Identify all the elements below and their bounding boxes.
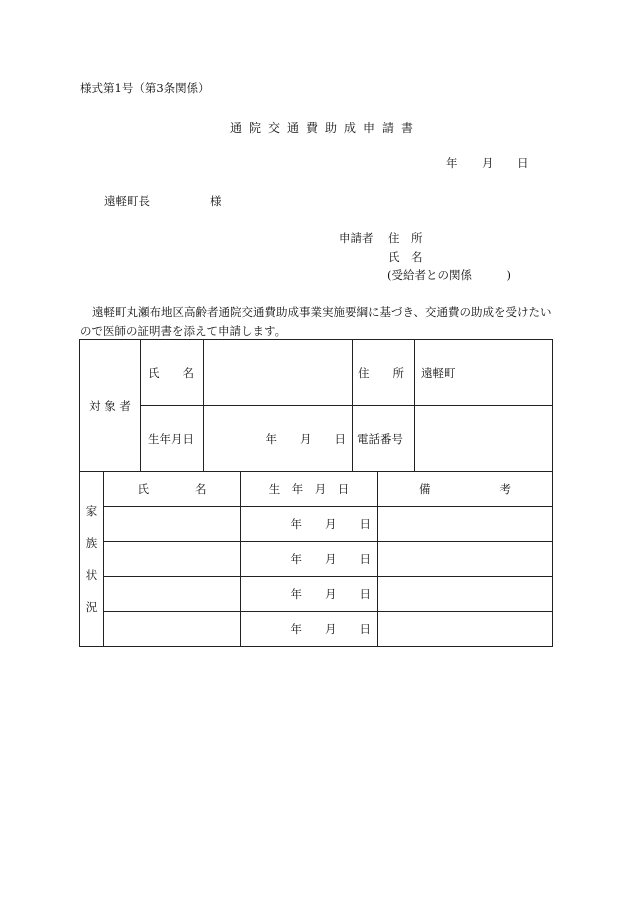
applicant-address-label: 住 所 bbox=[388, 231, 423, 245]
form-title: 通院交通費助成申請書 bbox=[230, 121, 421, 135]
applicant-name-label: 氏 名 bbox=[388, 250, 423, 264]
family-birth-field[interactable]: 年 月 日 bbox=[241, 542, 378, 577]
applicant-relation-label: (受給者との関係 ) bbox=[387, 268, 511, 282]
applicant-label: 申請者 bbox=[339, 231, 374, 245]
subject-name-label: 氏 名 bbox=[141, 340, 204, 406]
family-note-field[interactable] bbox=[378, 612, 553, 647]
family-label-char: 族 bbox=[85, 536, 98, 550]
subject-phone-label: 電話番号 bbox=[353, 406, 415, 472]
family-header-note: 備 考 bbox=[378, 472, 553, 507]
family-row bbox=[80, 577, 553, 612]
family-label-char: 家 bbox=[85, 504, 98, 518]
family-row bbox=[80, 612, 553, 647]
family-row bbox=[80, 542, 553, 577]
family-header-name: 氏 名 bbox=[104, 472, 241, 507]
family-name-field[interactable] bbox=[104, 612, 241, 647]
family-birth-field[interactable]: 年 月 日 bbox=[241, 577, 378, 612]
subject-phone-field[interactable] bbox=[415, 406, 553, 472]
addressee-name: 遠軽町長 bbox=[104, 194, 150, 208]
date-day: 日 bbox=[517, 156, 529, 170]
family-table bbox=[79, 471, 553, 647]
family-name-field[interactable] bbox=[104, 542, 241, 577]
family-birth-field[interactable]: 年 月 日 bbox=[241, 612, 378, 647]
family-note-field[interactable] bbox=[378, 542, 553, 577]
subject-address-label: 住 所 bbox=[353, 340, 415, 406]
subject-birth-field[interactable]: 年 月 日 bbox=[204, 406, 353, 472]
family-note-field[interactable] bbox=[378, 507, 553, 542]
intro-paragraph: 遠軽町丸瀬布地区高齢者通院交通費助成事業実施要綱に基づき、交通費の助成を受けたいので医師の証明書を添えて申請します。 bbox=[80, 305, 552, 338]
form-number: 様式第1号（第3条関係） bbox=[80, 81, 210, 95]
family-label-char: 況 bbox=[85, 600, 98, 614]
family-label-char: 状 bbox=[85, 568, 98, 582]
family-note-field[interactable] bbox=[378, 577, 553, 612]
family-header-birth: 生 年 月 日 bbox=[241, 472, 378, 507]
subject-table bbox=[79, 339, 553, 472]
date-month: 月 bbox=[482, 156, 494, 170]
family-section-label bbox=[80, 472, 104, 647]
subject-birth-label: 生年月日 bbox=[141, 406, 204, 472]
family-row bbox=[80, 507, 553, 542]
subject-address-field[interactable]: 遠軽町 bbox=[415, 340, 553, 406]
subject-section-label: 対 象 者 bbox=[80, 340, 141, 472]
family-birth-field[interactable]: 年 月 日 bbox=[241, 507, 378, 542]
addressee-honorific: 様 bbox=[210, 194, 222, 208]
family-name-field[interactable] bbox=[104, 577, 241, 612]
subject-name-field[interactable] bbox=[204, 340, 353, 406]
date-year: 年 bbox=[446, 156, 458, 170]
family-name-field[interactable] bbox=[104, 507, 241, 542]
